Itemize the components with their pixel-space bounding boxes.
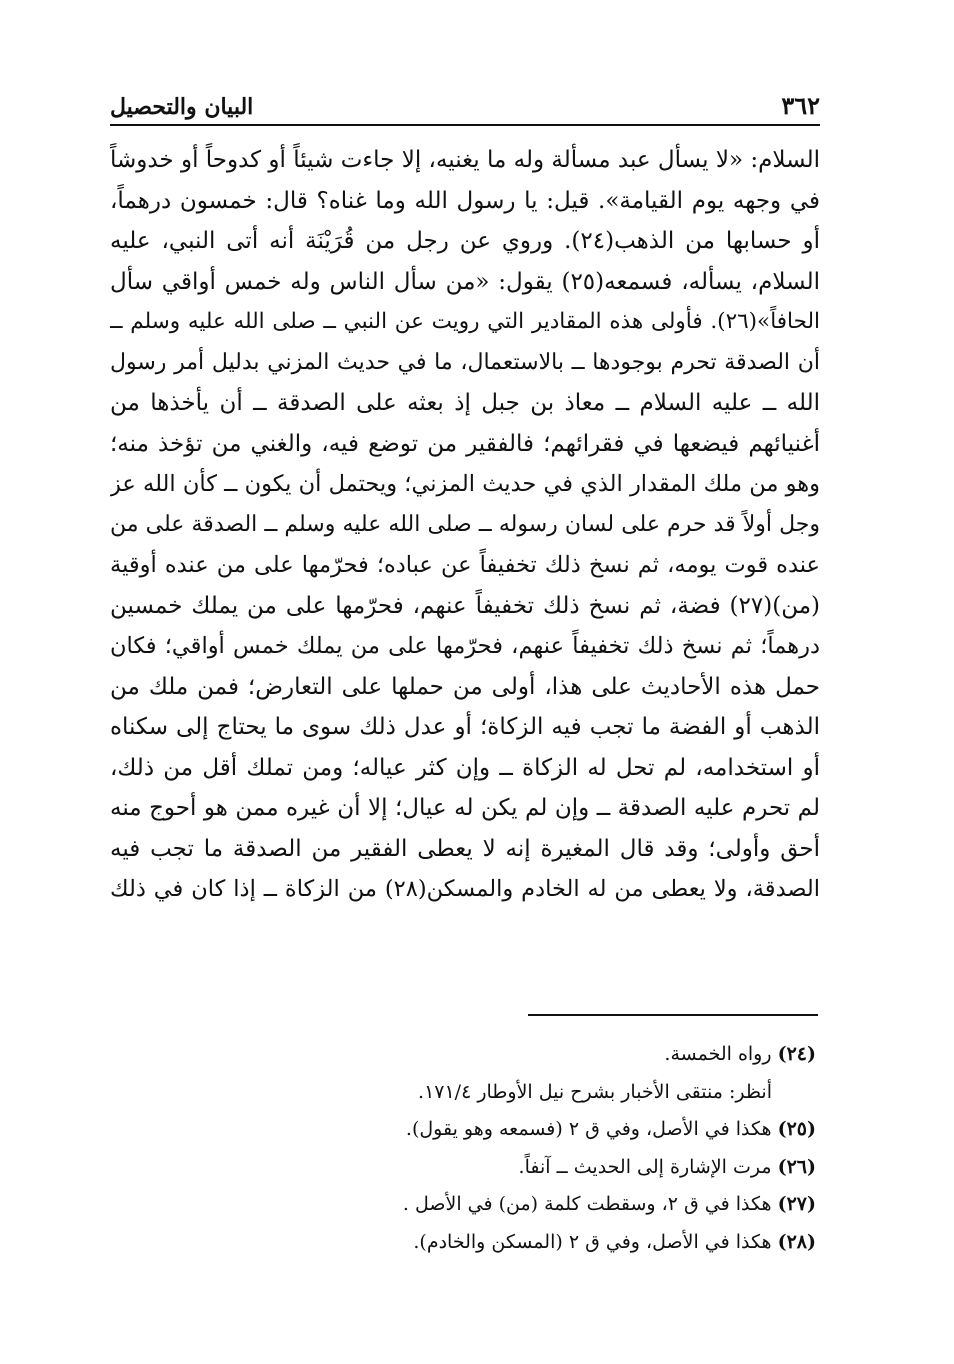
footnote-24-reference [260,1074,816,1112]
page-header [110,84,820,126]
text-line: الله ــ عليه السلام ــ معاذ بن جبل إذ بعثه على الصدقة ــ أن يأخذها من [110,390,820,416]
text-line: السلام، يسأله، فسمعه(٢٥) يقول: «من سأل الناس وله خمس أواقي سأل [110,268,820,295]
text-line: في وجهه يوم القيامة». قيل: يا رسول الله وما غناه؟ قال: خمسون درهماً، [110,187,820,214]
footnote-25 [260,1111,816,1149]
text-line: السلام: «لا يسأل عبد مسألة وله ما يغنيه، إلا جاءت شيئاً أو كدوحاً أو خدوشاً [110,147,820,173]
footnote-number: (٢٦) [777,1155,816,1178]
footnote-number: (٢٤) [777,1043,816,1065]
running-title: البيان والتحصيل [110,94,254,120]
text-line: الذهب أو الفضة ما تجب فيه الزكاة؛ أو عدل ذلك سوى ما يحتاج إلى سكناه [110,714,820,740]
text-line: وجل أولاً قد حرم على لسان رسوله ــ صلى الله عليه وسلم ــ الصدقة على من [110,511,820,537]
footnote-number: (٢٥) [777,1118,816,1140]
footnote-text: رواه الخمسة. [664,1043,772,1065]
footnote-24 [260,1036,816,1074]
footnote-text: أنظر: منتقى الأخبار بشرح نيل الأوطار ١٧١/٤. [418,1080,772,1103]
text-line: الصدقة، ولا يعطى من له الخادم والمسكن(٢٨) من الزكاة ــ إذا كان في ذلك [110,876,820,902]
page-number: ٣٦٢ [781,91,820,120]
text-line: (من)(٢٧) فضة، ثم نسخ ذلك تخفيفاً عنهم، فحرّمها على من يملك خمسين [110,592,820,619]
text-line: أو استخدامه، لم تحل له الزكاة ــ وإن كثر عياله؛ ومن تملك أقل من ذلك، [110,754,820,781]
text-line: أغنيائهم فيضعها في فقرائهم؛ فالفقير من توضع فيه، والغني من تؤخذ منه؛ [110,430,820,457]
text-line: أحق وأولى؛ وقد قال المغيرة إنه لا يعطى الفقير من الصدقة ما تجب فيه [110,835,820,862]
text-line: درهماً؛ ثم نسخ ذلك تخفيفاً عنهم، فحرّمها على من يملك خمس أواقي؛ فكان [110,633,820,659]
text-line: وهو من ملك المقدار الذي في حديث المزني؛ ويحتمل أن يكون ــ كأن الله عز [110,471,820,497]
footnote-28 [260,1224,816,1262]
footnote-26 [260,1149,816,1187]
main-text [110,140,820,910]
footnote-text: مرت الإشارة إلى الحديث ــ آنفاً. [518,1155,772,1178]
text-line: عنده قوت يومه، ثم نسخ ذلك تخفيفاً عن عباده؛ فحرّمها على من عنده أوقية [110,552,820,578]
text-line: الحافاً»(٢٦). فأولى هذه المقادير التي رويت عن النبي ــ صلى الله عليه وسلم ــ [110,309,820,334]
footnote-number: (٢٨) [777,1230,816,1253]
footnote-text: هكذا في الأصل، وفي ق ٢ (المسكن والخادم). [413,1230,772,1253]
text-line: حمل هذه الأحاديث على هذا، أولى من حملها على التعارض؛ فمن ملك من [110,673,820,700]
footnote-text: هكذا في ق ٢، وسقطت كلمة (من) في الأصل . [402,1193,772,1215]
footnote-number: (٢٧) [777,1193,816,1215]
footnotes [260,1036,816,1261]
footnote-separator [528,1014,818,1016]
text-line: أن الصدقة تحرم بوجودها ــ بالاستعمال، ما في حديث المزني بدليل أمر رسول [110,349,820,375]
footnote-27 [260,1186,816,1224]
footnote-text: هكذا في الأصل، وفي ق ٢ (فسمعه وهو يقول). [405,1118,772,1140]
text-line: أو حسابها من الذهب(٢٤). وروي عن رجل من قُرَيْنَة أنه أتى النبي، عليه [110,228,820,254]
text-line: لم تحرم عليه الصدقة ــ وإن لم يكن له عيال؛ إلا أن غيره ممن هو أحوج منه [110,795,820,821]
